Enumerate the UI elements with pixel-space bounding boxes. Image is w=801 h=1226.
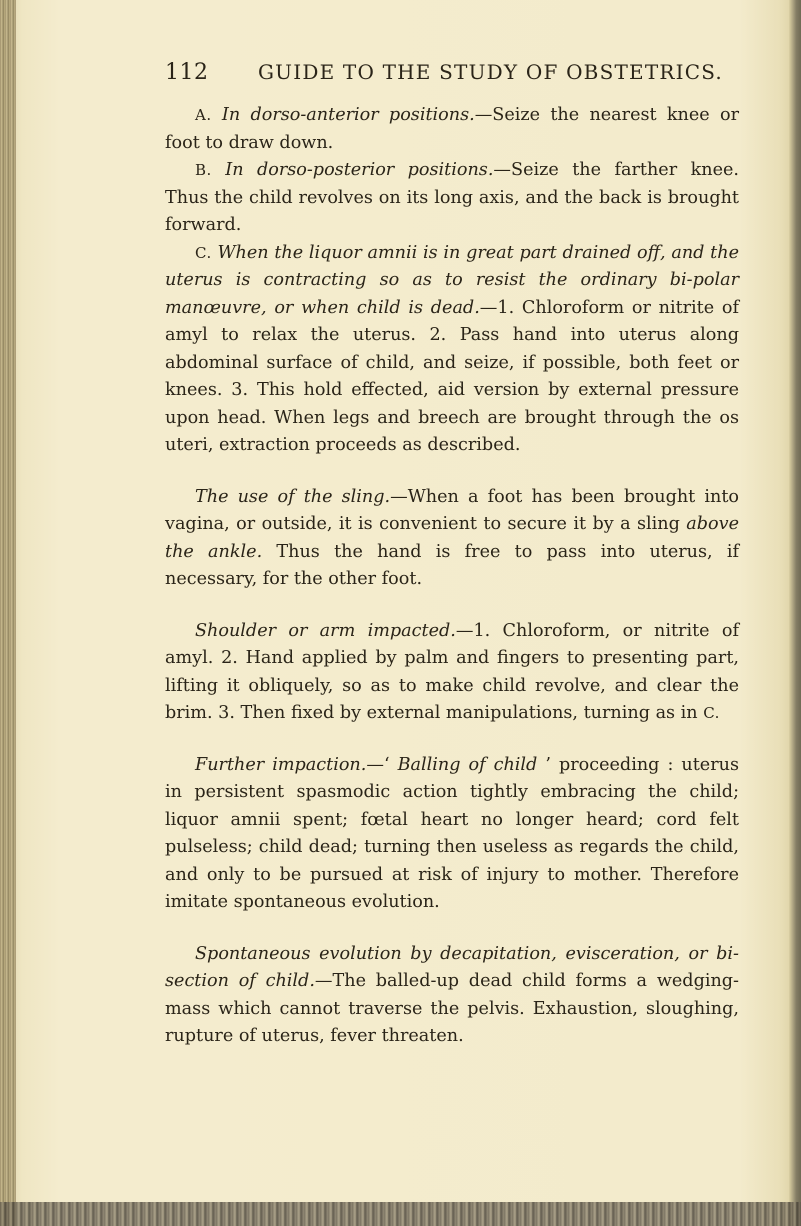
paragraph-heading: The use of the sling. <box>195 486 391 507</box>
paragraph-b <box>165 157 739 240</box>
paragraph-text: Thus the hand is free to pass into uterus, if necessary, for the other foot. <box>165 541 739 589</box>
paragraph-marker: B. <box>195 161 212 179</box>
page-header <box>0 60 801 92</box>
paragraph-marker: C. <box>195 243 212 262</box>
paragraph-emphasis: above the ankle. <box>165 514 739 562</box>
paragraph-text: —When a foot has been brought into vagina, or outside, it is convenient to secure it by a sling <box>165 486 739 534</box>
paragraph-heading: When the liquor amnii is in great part drained off, and the uterus is contracting so as to resist the ordinary bi-polar manœuvre, or when child is dead. <box>165 242 739 318</box>
paragraph-marker: A. <box>195 106 212 124</box>
paragraph-text: —‘ <box>366 754 398 775</box>
paragraph-heading: In dorso-posterior positions. <box>225 160 494 180</box>
paragraph-c <box>165 240 739 460</box>
paragraph-text: —Seize the nearest knee or foot to draw down. <box>165 105 739 153</box>
paragraph-evolution <box>165 941 739 1051</box>
paragraph-a <box>165 102 739 157</box>
page-number: 112 <box>165 60 209 85</box>
paragraph-heading: Spontaneous evolution by decapitation, evisceration, or bi-section of child. <box>165 943 739 991</box>
body-text <box>165 102 739 1051</box>
paragraph-emphasis: Balling of child <box>397 754 538 775</box>
paragraph-text: —1. Chloroform or nitrite of amyl to relax the uterus. 2. Pass hand into uterus along abdominal surface of child, and seize, if possible, both feet or knees. 3. This hold effected, aid version by external pressure upon head. When legs and breech are brought through the os uteri, extraction proceeds as described. <box>165 297 739 455</box>
page-bottom-edge <box>0 1202 801 1226</box>
paragraph-reference: C. <box>703 704 720 722</box>
paragraph-sling <box>165 484 739 594</box>
paragraph-heading: Further impaction. <box>195 754 367 775</box>
paragraph-impaction <box>165 752 739 917</box>
paragraph-heading: Shoulder or arm impacted. <box>195 620 456 641</box>
paragraph-text: ’ proceeding : uterus in persistent spasmodic action tightly embracing the child; liquor amnii spent; fœtal heart no longer heard; cord felt pulseless; child dead; turning then useless as regards the child, and only to be pursued at risk of injury to mother. Therefore imitate spontaneous evolution. <box>165 754 739 912</box>
running-head: GUIDE TO THE STUDY OF OBSTETRICS. <box>258 60 723 84</box>
paragraph-shoulder <box>165 618 739 728</box>
binding-edge <box>0 0 16 1226</box>
paragraph-text: —The balled-up dead child forms a wedging-mass which cannot traverse the pelvis. Exhaustion, sloughing, rupture of uterus, fever threaten. <box>165 971 740 1046</box>
page-edge-shadow <box>789 0 801 1226</box>
paragraph-heading: In dorso-anterior positions. <box>221 105 475 125</box>
paragraph-text: —1. Chloroform, or nitrite of amyl. 2. Hand applied by palm and fingers to presenting part, lifting it obliquely, so as to make child revolve, and clear the brim. 3. Then fixed by external manipulations, turning as in <box>165 620 739 723</box>
paragraph-text: —Seize the farther knee. Thus the child revolves on its long axis, and the back is brought forward. <box>165 160 739 235</box>
